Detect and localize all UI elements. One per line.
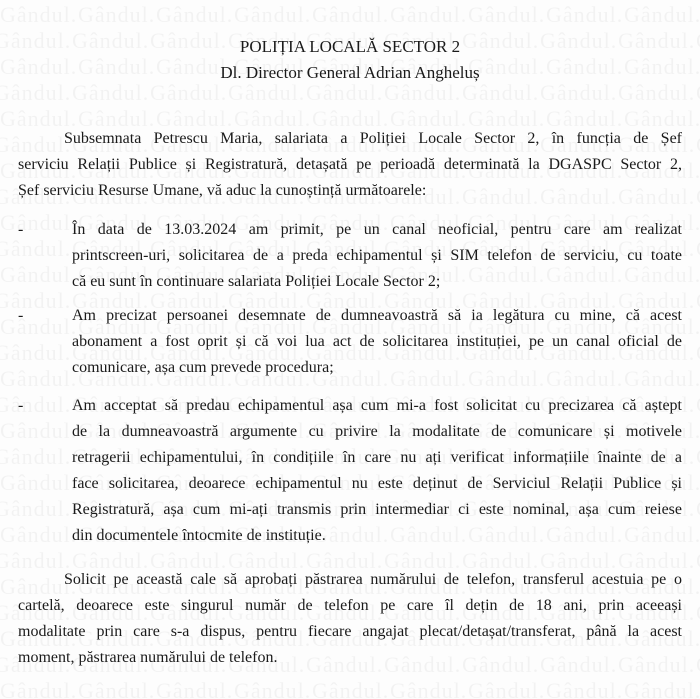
intro-paragraph <box>18 126 682 204</box>
bullet-item <box>18 303 682 381</box>
bullet-line: În data de 13.03.2024 am primit, pe un canal neoficial, pentru care am realizat <box>72 221 682 238</box>
bullet-line: printscreen-uri, solicitarea de a preda echipamentul și SIM telefon de serviciu, cu toate <box>72 247 682 264</box>
bullet-marker: - <box>18 221 24 238</box>
bullet-marker: - <box>18 397 24 414</box>
intro-line: Subsemnata Petrescu Maria, salariata a Poliției Locale Sector 2, în funcția de Șef <box>64 130 682 147</box>
document-header-addressee: Dl. Director General Adrian Angheluș <box>220 63 480 82</box>
bullet-text <box>72 393 682 549</box>
closing-line: modalitate prin care s-a dispus, pentru fiecare angajat plecat/detașat/transferat, până la acest <box>18 623 682 640</box>
bullet-text <box>72 217 682 295</box>
bullet-line: Am precizat persoanei desemnate de dumneavoastră să ia legătura cu mine, că acest <box>72 307 682 324</box>
bullet-line: retragerii echipamentului, în condițiile în care nu ați verificat informațiile înainte de a <box>72 449 682 466</box>
bullet-line: Registratură, așa cum mi-ați transmis prin intermediar ci este nominal, așa cum reiese <box>72 501 682 518</box>
intro-line: Șef serviciu Resurse Umane, vă aduc la cunoștință următoarele: <box>18 182 427 199</box>
bullet-marker: - <box>18 307 24 324</box>
closing-line: cartelă, deoarece este singurul număr de telefon pe care îl dețin de 18 ani, prin aceeași <box>18 597 682 614</box>
bullet-line: Am acceptat să predau echipamentul așa cum mi-a fost solicitat cu precizarea că aștept <box>72 397 682 414</box>
bullet-line: din documentele întocmite de instituție. <box>72 527 326 544</box>
bullet-item <box>18 393 682 549</box>
bullet-line: comunicare, așa cum prevede procedura; <box>72 359 334 376</box>
bullet-item <box>18 217 682 295</box>
closing-line: moment, păstrarea numărului de telefon. <box>18 649 278 666</box>
closing-paragraph <box>18 567 682 671</box>
intro-line: serviciu Relații Publice și Registratură, detașată pe perioadă determinată la DGASPC Sector 2, <box>18 156 682 173</box>
bullet-line: face solicitarea, deoarece echipamentul nu este deținut de Serviciul Relații Publice și <box>72 475 682 492</box>
bullet-line: de la dumneavoastră argumente cu privire la modalitate de comunicare și motivele <box>72 423 682 440</box>
bullet-line: că eu sunt în continuare salariata Poliției Locale Sector 2; <box>72 273 441 290</box>
closing-line: Solicit pe această cale să aprobați păstrarea numărului de telefon, transferul acestuia pe o <box>64 571 682 588</box>
document-header-institution: POLIȚIA LOCALĂ SECTOR 2 <box>239 37 461 56</box>
bullet-line: abonament a fost oprit și că voi lua act de solicitarea instituției, pe un canal oficial de <box>72 333 682 350</box>
bullet-text <box>72 303 682 381</box>
